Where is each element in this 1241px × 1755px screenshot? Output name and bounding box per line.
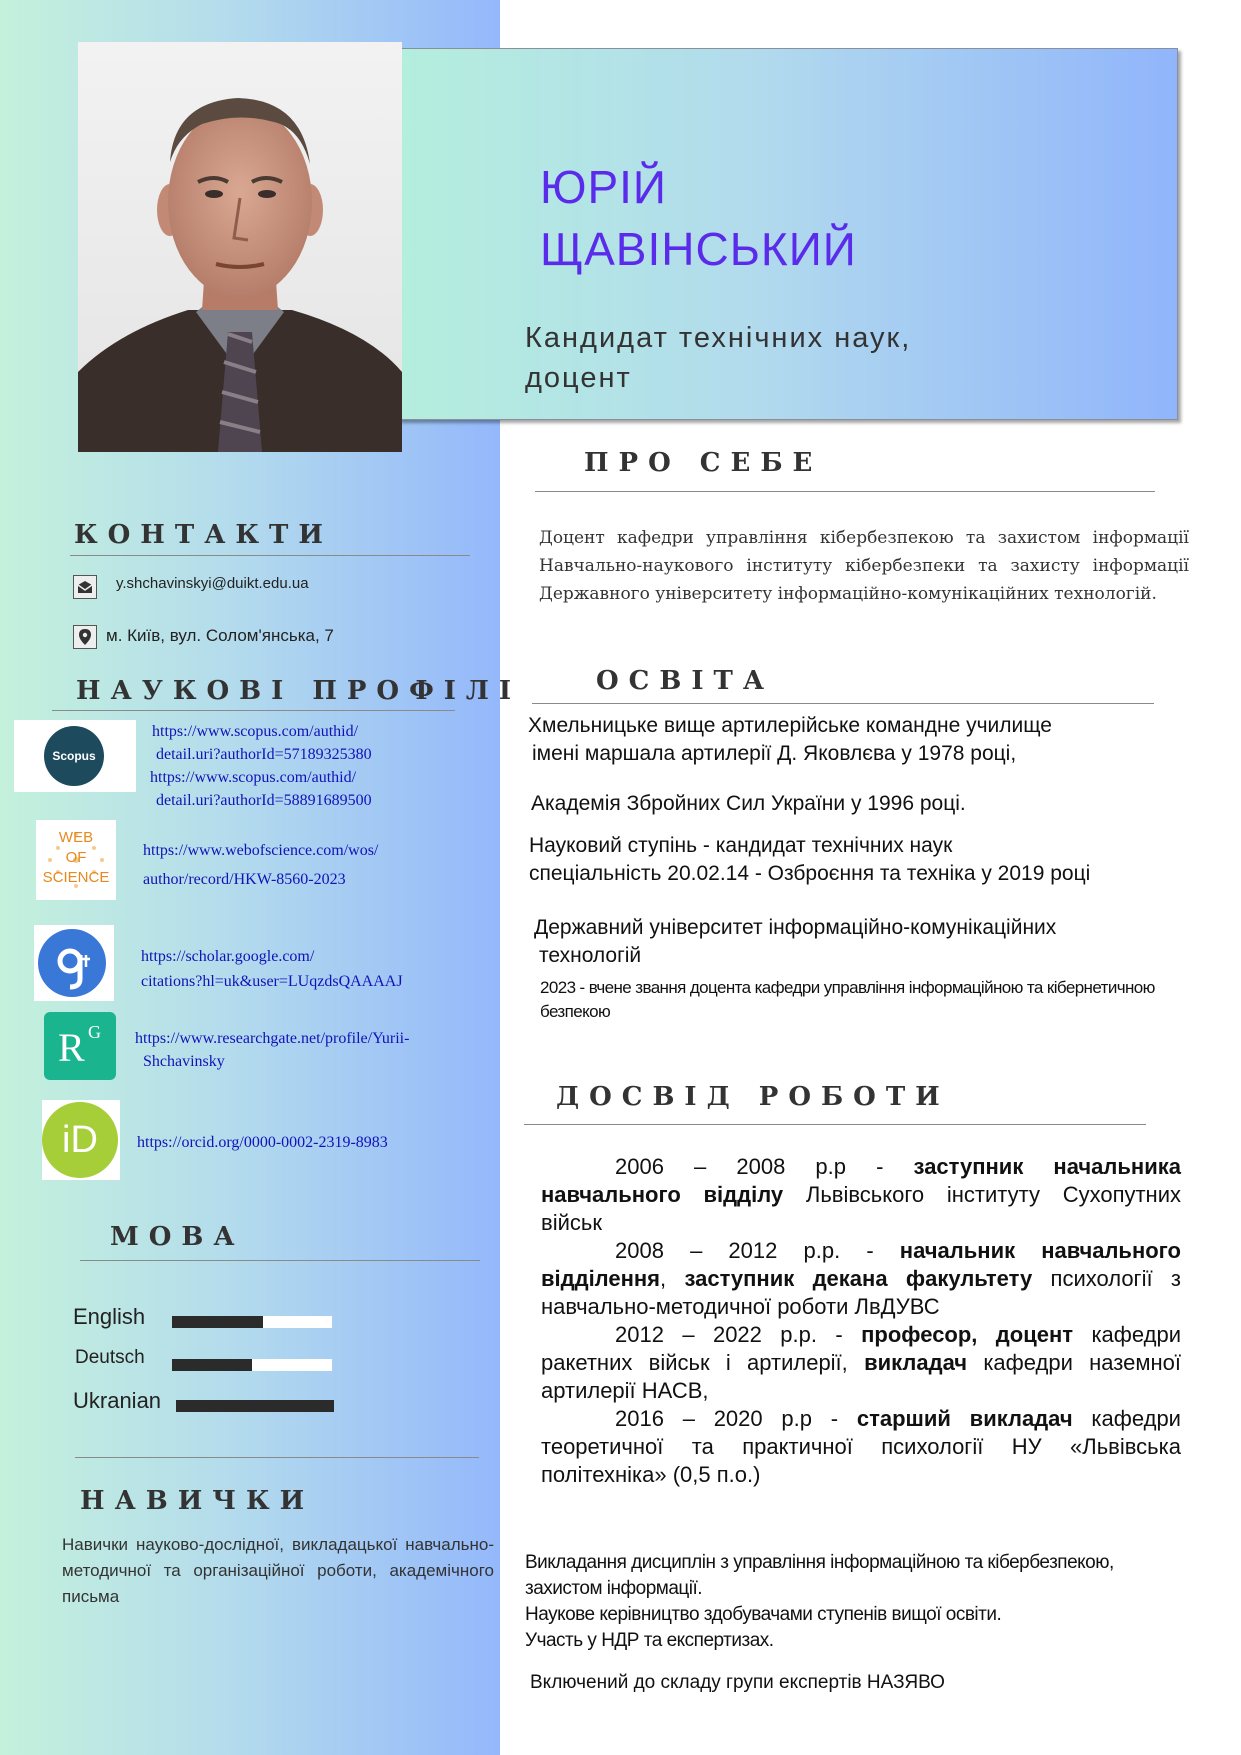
education-divider [532, 703, 1154, 704]
researchgate-link-line-1: https://www.researchgate.net/profile/Yurii- [135, 1030, 410, 1047]
degree-line-2: доцент [525, 362, 632, 394]
scopus-link-1-line-2: detail.uri?authorId=57189325380 [156, 746, 372, 763]
profile-photo [78, 42, 402, 452]
teaching-line-3: Наукове керівництво здобувачами ступенів вищої освіти. [525, 1604, 1002, 1625]
teaching-line-4: Участь у НДР та експертизах. [525, 1630, 774, 1651]
researchgate-link[interactable] [135, 1027, 409, 1073]
researchgate-logo[interactable] [44, 1012, 116, 1080]
degree [525, 318, 945, 398]
profiles-divider [52, 710, 455, 711]
first-name: ЮРІЙ [540, 161, 667, 213]
researchgate-link-line-2: Shchavinsky [143, 1053, 225, 1070]
job-2-place: психології з навчально-методичної роботи ЛвДУВС [541, 1266, 1182, 1319]
language-level-fill [172, 1359, 252, 1371]
job-3-place-1: кафедри ракетних військ і артилерії, [541, 1322, 1182, 1375]
language-level-track [176, 1400, 334, 1412]
language-name: Deutsch [75, 1347, 145, 1368]
scopus-logo[interactable] [14, 720, 136, 792]
scopus-link-1-line-1: https://www.scopus.com/authid/ [152, 723, 359, 740]
education-item-1 [528, 712, 1128, 768]
education-item-3-line-2: спеціальність 20.02.14 - Озброєння та техніка у 2019 році [529, 862, 1091, 885]
skills-text: Навички науково-дослідної, викладацької навчально-методичної та організаційної роботи, академічного письма [62, 1535, 494, 1606]
web-of-science-wordmark [36, 828, 116, 888]
about-title: ПРО СЕБЕ [584, 448, 823, 478]
web-of-science-logo[interactable] [36, 820, 116, 900]
about-text: Доцент кафедри управління кібербезпекою та захистом інформації Навчально-наукового інституту кібербезпеки та захисту інформації Державного університету інформаційно-комунікаційних технологій. [539, 528, 1189, 604]
experience-divider [524, 1124, 1146, 1125]
education-item-1-line-1: Хмельницьке вище артилерійське командне училище [528, 714, 1052, 737]
scholar-link-line-2: citations?hl=uk&user=LUqzdsQAAAAJ [141, 973, 403, 990]
education-item-3 [529, 832, 1090, 888]
experience-item-3 [541, 1321, 1181, 1405]
teaching-block [525, 1550, 1114, 1654]
address-text: м. Київ, вул. Солом'янська, 7 [106, 626, 334, 645]
education-item-4 [534, 914, 1056, 970]
email-text[interactable]: y.shchavinskyi@duikt.edu.ua [116, 575, 309, 592]
education-item-4-line-1: Державний університет інформаційно-комунікаційних [534, 916, 1057, 939]
orcid-icon: iD [42, 1102, 118, 1178]
profiles-title: НАУКОВІ ПРОФІЛІ [76, 676, 522, 706]
scopus-link-2-line-2: detail.uri?authorId=58891689500 [156, 792, 372, 809]
experience-item-2: 2008 – 2012 р.р. - начальник навчального відділення, заступник декана факультету психології з навчально-методичної роботи ЛвДУВС [541, 1238, 1182, 1319]
envelope-icon [73, 575, 97, 599]
job-3-position-1: професор, доцент [861, 1322, 1074, 1347]
language-level-track [172, 1316, 332, 1328]
google-scholar-logo[interactable] [34, 925, 114, 1001]
experience-title: ДОСВІД РОБОТИ [556, 1082, 950, 1112]
experience-item-4 [541, 1405, 1181, 1489]
language-name: English [73, 1304, 146, 1329]
languages-divider [80, 1260, 480, 1261]
about-divider [535, 491, 1155, 492]
education-title: ОСВІТА [596, 666, 775, 696]
contacts-divider [70, 555, 470, 556]
scopus-link-2-line-1: https://www.scopus.com/authid/ [150, 769, 357, 786]
teaching-line-2: захистом інформації. [525, 1578, 703, 1599]
wos-wordmark-line-1: WEB [58, 829, 94, 846]
wos-wordmark-line-2: OF [65, 849, 87, 866]
researchgate-icon-superscript: G [88, 1022, 101, 1042]
skills-title: НАВИЧКИ [80, 1486, 315, 1516]
scopus-link-1[interactable] [152, 720, 372, 766]
language-level-track [172, 1359, 332, 1371]
map-pin-icon [73, 625, 97, 649]
job-4-position: старший викладач [856, 1406, 1073, 1431]
orcid-logo[interactable] [42, 1100, 120, 1180]
scopus-icon: Scopus [44, 726, 104, 786]
job-3-place-2: кафедри наземної артилерії НАСВ, [541, 1350, 1181, 1403]
job-1-position: заступник начальника навчального відділу [541, 1154, 1181, 1207]
job-2-position-2: заступник декана факультету [684, 1266, 1033, 1291]
education-item-2: Академія Збройних Сил України у 1996 році. [531, 792, 966, 815]
education-item-3-line-1: Науковий ступінь - кандидат технічних наук [529, 834, 953, 857]
language-level-fill [176, 1400, 334, 1412]
job-2-period: 2008 – 2012 р.р. - [615, 1238, 874, 1263]
language-name: Ukranian [73, 1388, 162, 1413]
job-3-position-2: викладач [864, 1350, 968, 1375]
job-1-place: Львівського інституту Сухопутних військ [541, 1182, 1181, 1235]
last-name: ЩАВІНСЬКИЙ [540, 223, 857, 275]
education-note: 2023 - вчене звання доцента кафедри управління інформаційною та кібернетичною безпекою [540, 978, 1155, 1021]
wos-wordmark-line-3: SCIENCE [42, 869, 110, 886]
google-scholar-link[interactable] [141, 944, 403, 994]
education-item-4-line-2: технологій [539, 944, 642, 967]
experience-item-1 [541, 1153, 1181, 1237]
education-item-1-line-2: імені маршала артилерії Д. Яковлєва у 1978 році, [532, 742, 1017, 765]
google-plus-icon [34, 925, 114, 1001]
language-level-fill [172, 1316, 263, 1328]
job-2-position-1: начальник навчального відділення [541, 1238, 1181, 1291]
job-3-period: 2012 – 2022 р.р. - [615, 1322, 843, 1347]
orcid-link[interactable]: https://orcid.org/0000-0002-2319-8983 [137, 1134, 388, 1151]
languages-title: МОВА [110, 1222, 245, 1252]
degree-line-1: Кандидат технічних наук, [525, 322, 912, 354]
wos-link-line-1: https://www.webofscience.com/wos/ [143, 842, 379, 859]
teaching-line-1: Викладання дисциплін з управління інформаційною та кібербезпекою, [525, 1552, 1114, 1573]
job-4-period: 2016 – 2020 р.р - [615, 1406, 839, 1431]
researchgate-icon: R [58, 1025, 85, 1070]
job-1-period: 2006 – 2008 р.р - [615, 1154, 884, 1179]
contacts-title: КОНТАКТИ [74, 520, 333, 550]
scholar-link-line-1: https://scholar.google.com/ [141, 948, 315, 965]
job-4-place: кафедри теоретичної та практичної психології НУ «Львівська політехніка» (0,5 п.о.) [541, 1406, 1181, 1487]
scopus-link-2[interactable] [150, 766, 372, 812]
wos-link-line-2: author/record/HKW-8560-2023 [143, 871, 346, 888]
web-of-science-link[interactable] [143, 836, 378, 894]
expert-group-note: Включений до складу групи експертів НАЗЯВО [530, 1672, 945, 1693]
skills-divider-top [75, 1457, 479, 1458]
